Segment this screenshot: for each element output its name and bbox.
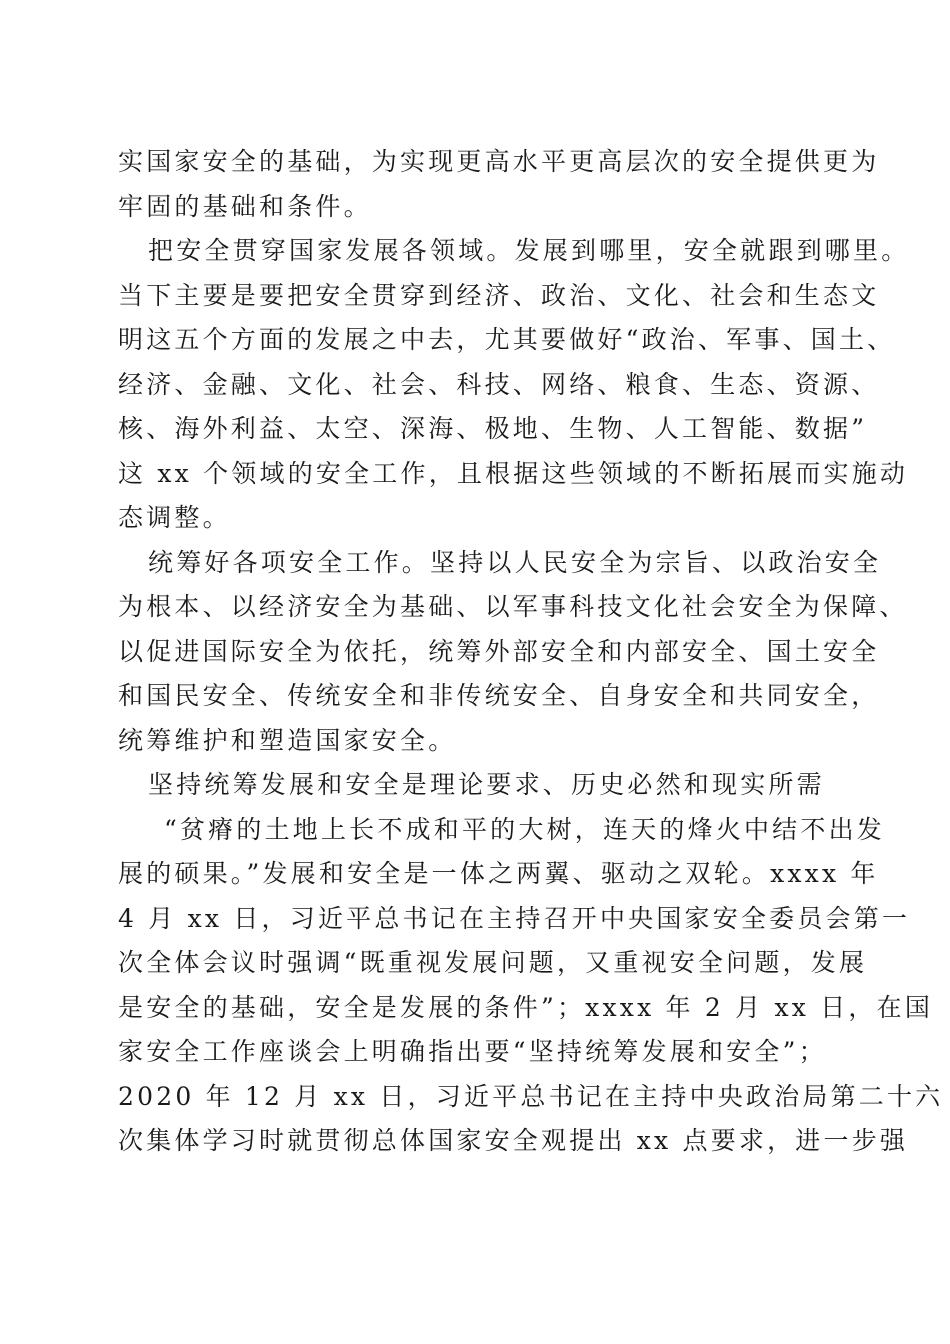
text-line: 次全体会议时强调“既重视发展问题，又重视安全问题，发展 [118,948,868,977]
text-line: 这 xx 个领域的安全工作，且根据这些领域的不断拓展而实施动 [118,458,909,488]
section-title: 坚持统筹发展和安全是理论要求、历史必然和现实所需 [148,770,825,799]
quote-line: “贫瘠的土地上长不成和平的大树，连天的烽火中结不出发 [164,814,885,844]
text-line: 以促进国际安全为依托，统筹外部安全和内部安全、国土安全 [118,636,880,666]
text-line: 态调整。 [118,503,231,532]
text-line: 统筹维护和塑造国家安全。 [118,725,457,755]
text-line: 核、海外利益、太空、深海、极地、生物、人工智能、数据” [118,414,868,443]
text-line: 2020 年 12 月 xx 日，习近平总书记在主持中央政治局第二十六 [118,1081,944,1111]
document-body [118,140,944,1164]
text-line: 和国民安全、传统安全和非传统安全、自身安全和共同安全， [118,681,880,710]
paragraph-heading: 把安全贯穿国家发展各领域。发展到哪里，安全就跟到哪里。 [148,236,910,265]
text-line: 4 月 xx 日，习近平总书记在主持召开中央国家安全委员会第一 [118,903,911,933]
text-line: 是安全的基础，安全是发展的条件”；xxxx 年 2 月 xx 日，在国 [118,992,934,1022]
paragraph-heading: 统筹好各项安全工作。坚持以人民安全为宗旨、以政治安全 [148,547,882,577]
text-line: 实国家安全的基础，为实现更高水平更高层次的安全提供更为 [118,147,880,176]
text-line: 为根本、以经济安全为基础、以军事科技文化社会安全为保障、 [118,592,908,621]
text-line: 当下主要是要把安全贯穿到经济、政治、文化、社会和生态文 [118,280,880,310]
text-line: 家安全工作座谈会上明确指出要“坚持统筹发展和安全”； [118,1037,827,1066]
text-line: 牢固的基础和条件。 [118,191,372,221]
text-line: 展的硕果。”发展和安全是一体之两翼、驱动之双轮。xxxx 年 [118,859,879,888]
text-line: 经济、金融、文化、社会、科技、网络、粮食、生态、资源、 [118,369,880,399]
text-line: 次集体学习时就贯彻总体国家安全观提出 xx 点要求，进一步强 [118,1126,909,1155]
text-line: 明这五个方面的发展之中去，尤其要做好“政治、军事、国土、 [118,325,896,354]
